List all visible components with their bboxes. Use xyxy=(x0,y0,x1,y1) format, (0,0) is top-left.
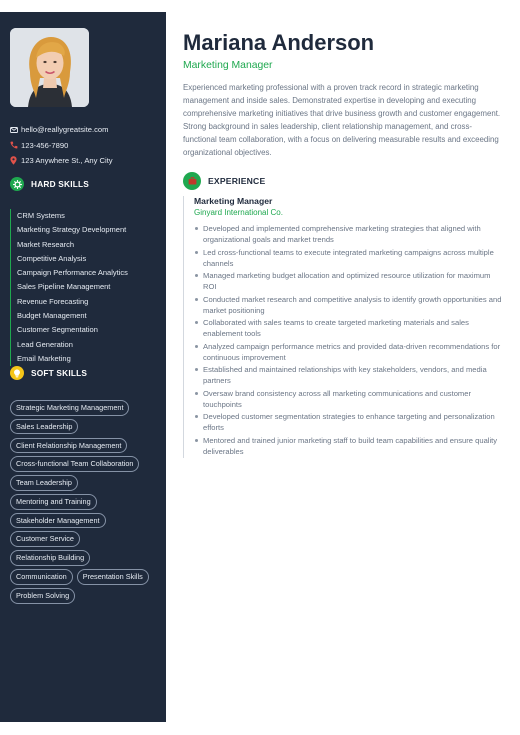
hard-skills-list xyxy=(10,209,160,366)
job-bullet: Conducted market research and competitive analysis to identify growth opportunities and market positioning xyxy=(194,294,505,316)
hard-skill-item: Campaign Performance Analytics xyxy=(10,266,160,280)
contact-email[interactable] xyxy=(10,122,160,137)
hard-skill-item: Competitive Analysis xyxy=(10,252,160,266)
soft-skill-row xyxy=(10,400,160,416)
soft-skill-row xyxy=(10,550,160,566)
soft-skill-row xyxy=(10,456,160,472)
contact-info xyxy=(10,122,160,169)
lightbulb-icon xyxy=(10,366,24,380)
soft-skills-heading xyxy=(10,366,87,380)
profile-photo-image xyxy=(10,28,89,107)
job-bullet: Developed and implemented comprehensive marketing strategies that aligned with organizational goals and market trends xyxy=(194,223,505,245)
soft-skill-row xyxy=(10,475,160,491)
job-entry xyxy=(183,196,505,458)
job-company: Ginyard International Co. xyxy=(194,208,283,217)
briefcase-icon xyxy=(183,172,201,190)
soft-skill-chip: Mentoring and Training xyxy=(10,494,97,510)
soft-skill-chip: Communication xyxy=(10,569,73,585)
profile-photo xyxy=(10,28,89,107)
address-text: 123 Anywhere St., Any City xyxy=(21,156,113,165)
hard-skill-item: Lead Generation xyxy=(10,338,160,352)
soft-skill-chip: Problem Solving xyxy=(10,588,75,604)
candidate-role: Marketing Manager xyxy=(183,60,273,71)
mail-icon xyxy=(10,127,21,133)
soft-skill-row xyxy=(10,494,160,510)
contact-phone[interactable] xyxy=(10,138,160,153)
soft-skill-chip: Relationship Building xyxy=(10,550,90,566)
contact-address xyxy=(10,153,160,168)
experience-title: EXPERIENCE xyxy=(208,176,266,186)
phone-icon xyxy=(10,141,21,149)
soft-skill-row xyxy=(10,419,160,435)
soft-skill-row xyxy=(10,588,160,604)
job-bullet: Analyzed campaign performance metrics and provided data-driven recommendations for continuous improvement xyxy=(194,341,505,363)
job-bullet: Developed customer segmentation strategies to enhance targeting and personalization efforts xyxy=(194,411,505,433)
hard-skills-title: HARD SKILLS xyxy=(31,179,89,189)
soft-skill-chip: Presentation Skills xyxy=(77,569,149,585)
job-bullet: Mentored and trained junior marketing staff to build team capabilities and ensure quality deliverables xyxy=(194,435,505,457)
soft-skills-list xyxy=(10,400,160,607)
job-title: Marketing Manager xyxy=(194,196,273,206)
phone-text: 123-456-7890 xyxy=(21,140,69,150)
soft-skill-row xyxy=(10,531,160,547)
job-bullet: Established and maintained relationships with key stakeholders, vendors, and media partners xyxy=(194,364,505,386)
location-pin-icon xyxy=(10,156,21,165)
soft-skill-row xyxy=(10,569,160,585)
hard-skill-item: Sales Pipeline Management xyxy=(10,280,160,294)
soft-skill-chip: Customer Service xyxy=(10,531,80,547)
sidebar xyxy=(0,12,166,722)
soft-skill-chip: Strategic Marketing Management xyxy=(10,400,129,416)
job-bullets xyxy=(194,223,505,457)
hard-skill-item: CRM Systems xyxy=(10,209,160,223)
job-bullet: Managed marketing budget allocation and optimized resource utilization for maximum ROI xyxy=(194,270,505,292)
gear-icon xyxy=(10,177,24,191)
hard-skill-item: Market Research xyxy=(10,238,160,252)
job-bullet: Oversaw brand consistency across all marketing communications and customer touchpoints xyxy=(194,388,505,410)
soft-skill-chip: Cross-functional Team Collaboration xyxy=(10,456,139,472)
job-bullet: Collaborated with sales teams to create targeted marketing materials and sales enablement tools xyxy=(194,317,505,339)
soft-skill-chip: Team Leadership xyxy=(10,475,78,491)
soft-skill-chip: Sales Leadership xyxy=(10,419,78,435)
hard-skill-item: Customer Segmentation xyxy=(10,323,160,337)
profile-summary: Experienced marketing professional with a proven track record in strategic marketing management and inside sales. Demonstrated expertise in developing and executing comprehensive marketing initiatives that drive business growth and customer engagement. Strong background in sales leadership, client relationship management, and cross-functional team collaboration, with a focus on delivering measurable results and exceeding organizational objectives. xyxy=(183,83,501,157)
hard-skills-heading xyxy=(10,177,89,191)
hard-skill-item: Email Marketing xyxy=(10,352,160,366)
hard-skill-item: Marketing Strategy Development xyxy=(10,223,160,237)
candidate-name: Mariana Anderson xyxy=(183,30,375,55)
hard-skill-item: Revenue Forecasting xyxy=(10,295,160,309)
soft-skills-title: SOFT SKILLS xyxy=(31,368,88,378)
experience-heading xyxy=(183,172,265,190)
soft-skill-chip: Client Relationship Management xyxy=(10,438,127,454)
job-bullet: Led cross-functional teams to execute integrated marketing campaigns across multiple channels xyxy=(194,247,505,269)
hard-skill-item: Budget Management xyxy=(10,309,160,323)
soft-skill-chip: Stakeholder Management xyxy=(10,513,106,529)
email-text: hello@reallygreatsite.com xyxy=(21,125,109,134)
soft-skill-row xyxy=(10,513,160,529)
soft-skill-row xyxy=(10,438,160,454)
